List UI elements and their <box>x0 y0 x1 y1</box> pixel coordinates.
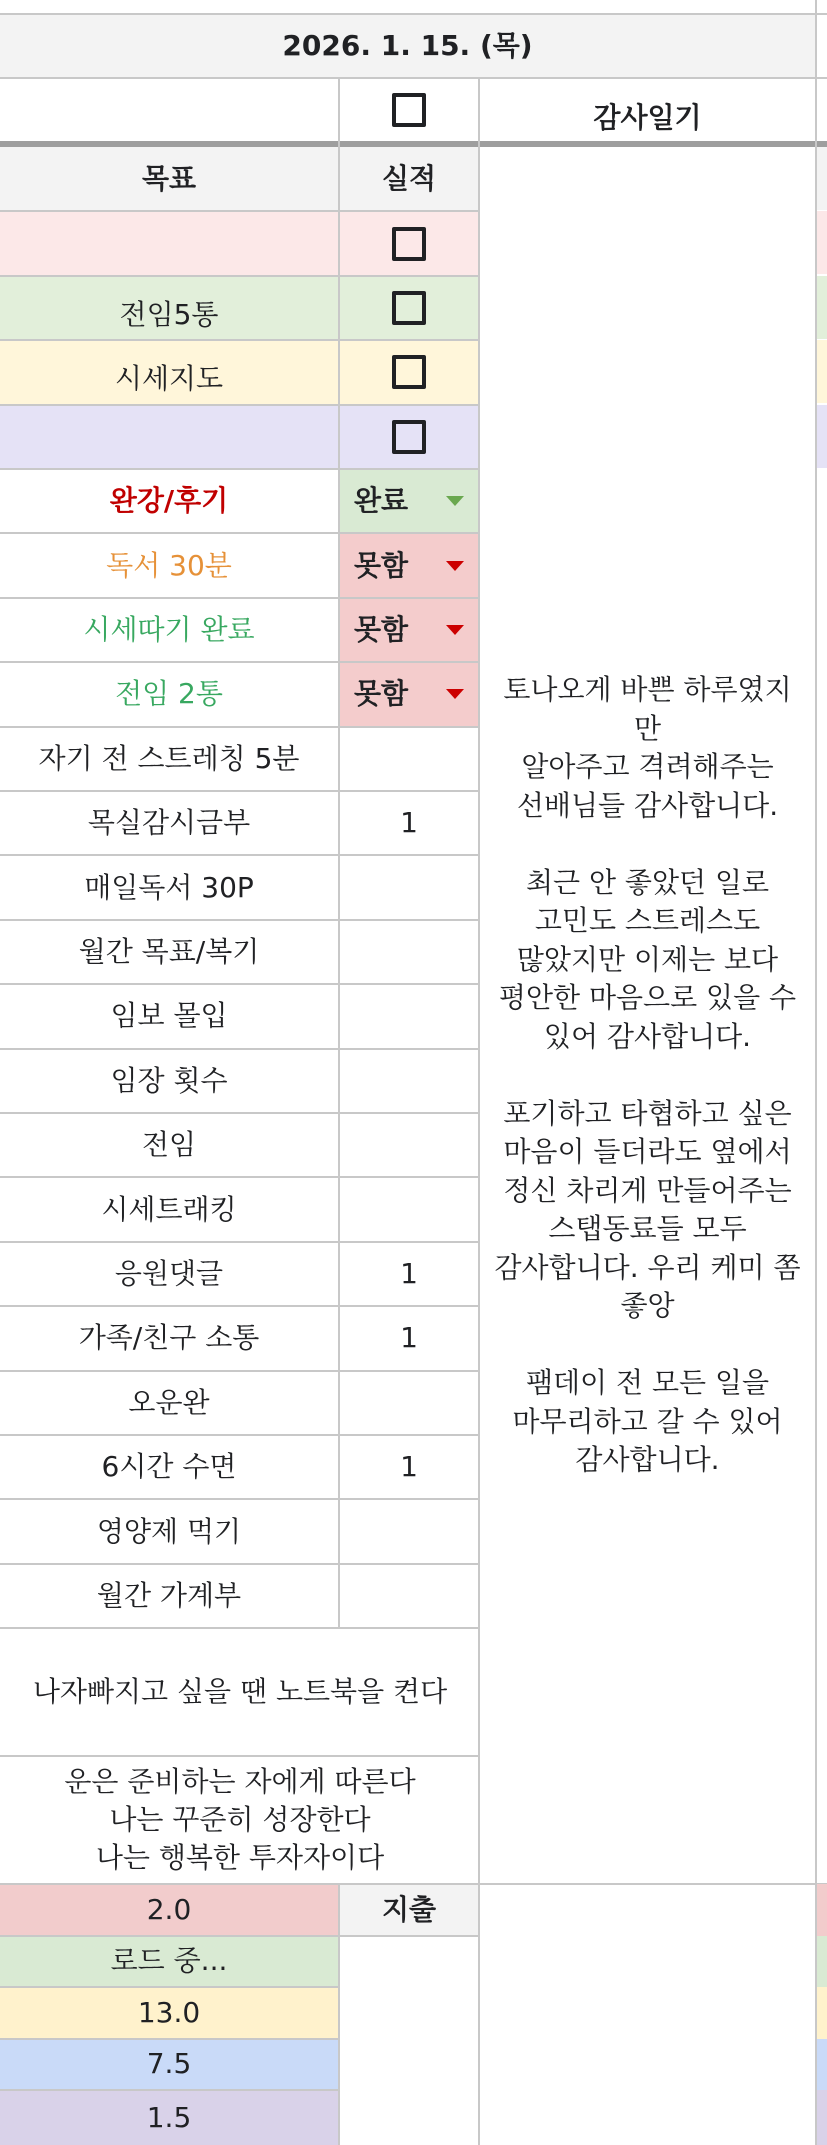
result-column-header: 실적 <box>338 147 480 211</box>
goal-column-header: 목표 <box>0 147 338 211</box>
chevron-down-icon[interactable] <box>446 561 464 571</box>
checkbox-icon[interactable] <box>392 291 426 325</box>
habit-row-value[interactable]: 1 <box>338 1306 480 1370</box>
footer-value-cell[interactable]: 7.5 <box>0 2039 338 2091</box>
habit-row-value[interactable] <box>338 920 480 984</box>
gridline <box>0 1112 480 1114</box>
gridline <box>0 13 827 15</box>
status-row-label: 전임 2통 <box>0 662 338 726</box>
next-column-edge <box>817 276 827 339</box>
expense-label: 지출 <box>338 1884 480 1936</box>
header-blank-cell <box>0 78 338 142</box>
status-row-label: 독서 30분 <box>0 533 338 597</box>
gridline <box>338 78 340 1628</box>
frozen-row-divider <box>0 141 827 147</box>
next-column-edge <box>817 340 827 403</box>
gridline <box>0 1434 480 1436</box>
header-checkbox-cell[interactable] <box>338 78 480 142</box>
gridline <box>338 1884 340 2145</box>
habit-row-label: 시세트래킹 <box>0 1177 338 1241</box>
sheet-top-edge <box>0 0 827 14</box>
habit-row-label: 오운완 <box>0 1371 338 1435</box>
gridline <box>478 78 480 2145</box>
status-dropdown[interactable] <box>338 598 480 662</box>
goal-row-checkbox-cell[interactable] <box>338 405 480 469</box>
gridline <box>0 1176 480 1178</box>
gridline <box>0 404 480 406</box>
habit-row-label: 매일독서 30P <box>0 855 338 919</box>
habit-row-label: 임보 몰입 <box>0 984 338 1048</box>
chevron-down-icon[interactable] <box>446 496 464 506</box>
status-row-label: 시세따기 완료 <box>0 598 338 662</box>
checkbox-icon[interactable] <box>392 355 426 389</box>
gridline <box>0 854 480 856</box>
gridline <box>0 1883 827 1885</box>
habit-row-label: 임장 횟수 <box>0 1049 338 1113</box>
gridline <box>0 210 480 212</box>
gridline <box>0 1370 480 1372</box>
habit-row-label: 영양제 먹기 <box>0 1499 338 1563</box>
habit-row-label: 6시간 수면 <box>0 1435 338 1499</box>
chevron-down-icon[interactable] <box>446 689 464 699</box>
goal-row-checkbox-cell[interactable] <box>338 276 480 340</box>
habit-row-value[interactable] <box>338 855 480 919</box>
goal-row-label[interactable] <box>0 211 338 275</box>
goal-row-label[interactable]: 시세지도 <box>0 340 338 404</box>
habit-row-value[interactable] <box>338 1113 480 1177</box>
next-column-edge <box>817 1884 827 1936</box>
next-column-edge <box>817 405 827 468</box>
gridline <box>0 339 480 341</box>
goal-row-label[interactable] <box>0 405 338 469</box>
gratitude-diary-text[interactable]: 토나오게 바쁜 하루였지만 알아주고 격려해주는 선배님들 감사합니다. 최근 안 좋았던 일로 고민도 스트레스도 많았지만 이제는 보다 평안한 마음으로 있을 수 있어 감사합니다. 포기하고 타협하고 싶은 마음이 들더라도 옆에서 정신 차리게 만들어주는 스탭동료들 모두 감사합니다. 우리 케미 쫌 좋앙 팸데이 전 모든 일을 마무리하고 갈 수 있어 감사합니다. <box>480 147 815 1884</box>
diary-title: 감사일기 <box>480 78 815 142</box>
checkbox-icon[interactable] <box>392 93 426 127</box>
status-value: 못함 <box>354 677 409 711</box>
habit-row-value[interactable] <box>338 1049 480 1113</box>
habit-row-value[interactable]: 1 <box>338 1242 480 1306</box>
next-column-edge <box>817 211 827 274</box>
date-header: 2026. 1. 15. (목) <box>0 14 815 78</box>
gridline <box>0 790 480 792</box>
status-value: 완료 <box>354 484 409 518</box>
habit-row-value[interactable] <box>338 1177 480 1241</box>
habit-row-label: 가족/친구 소통 <box>0 1306 338 1370</box>
status-dropdown[interactable] <box>338 533 480 597</box>
gridline <box>0 1563 480 1565</box>
gridline <box>0 1986 338 1988</box>
gridline <box>0 1048 480 1050</box>
status-value: 못함 <box>354 548 409 582</box>
motto-cell: 나자빠지고 싶을 땐 노트북을 켠다 <box>0 1628 480 1756</box>
gridline <box>0 1755 480 1757</box>
habit-row-label: 월간 가계부 <box>0 1564 338 1628</box>
gridline <box>0 468 480 470</box>
status-dropdown[interactable] <box>338 469 480 533</box>
habit-row-value[interactable]: 1 <box>338 1435 480 1499</box>
habit-row-value[interactable] <box>338 1371 480 1435</box>
gridline <box>0 77 827 79</box>
checkbox-icon[interactable] <box>392 420 426 454</box>
habit-row-value[interactable] <box>338 727 480 791</box>
gridline <box>338 1935 480 1937</box>
habit-row-label: 전임 <box>0 1113 338 1177</box>
affirmations-cell: 운은 준비하는 자에게 따른다 나는 꾸준히 성장한다 나는 행복한 투자자이다 <box>0 1756 480 1884</box>
gridline <box>0 1935 338 1937</box>
habit-row-value[interactable] <box>338 1499 480 1563</box>
next-column-edge <box>817 1936 827 1988</box>
habit-row-value[interactable] <box>338 984 480 1048</box>
footer-value-cell[interactable]: 1.5 <box>0 2090 338 2145</box>
chevron-down-icon[interactable] <box>446 625 464 635</box>
next-column-edge <box>817 2090 827 2145</box>
gridline <box>0 661 480 663</box>
habit-row-label: 응원댓글 <box>0 1242 338 1306</box>
gridline <box>0 1305 480 1307</box>
gridline <box>0 597 480 599</box>
goal-row-checkbox-cell[interactable] <box>338 340 480 404</box>
footer-value-cell[interactable]: 13.0 <box>0 1987 338 2039</box>
footer-value-cell[interactable]: 2.0 <box>0 1884 338 1936</box>
gridline <box>0 275 480 277</box>
gridline <box>0 2089 338 2091</box>
habit-row-value[interactable]: 1 <box>338 791 480 855</box>
gridline <box>0 983 480 985</box>
goal-row-label[interactable]: 전임5통 <box>0 276 338 340</box>
footer-value-cell[interactable]: 로드 중... <box>0 1936 338 1988</box>
checkbox-icon[interactable] <box>392 227 426 261</box>
gridline <box>0 1241 480 1243</box>
habit-row-label: 목실감시금부 <box>0 791 338 855</box>
status-dropdown[interactable] <box>338 662 480 726</box>
goal-row-checkbox-cell[interactable] <box>338 211 480 275</box>
gridline <box>0 1627 480 1629</box>
gridline <box>0 919 480 921</box>
next-column-edge <box>817 1987 827 2039</box>
gridline <box>0 532 480 534</box>
gridline <box>0 726 480 728</box>
gridline <box>0 2038 338 2040</box>
gridline <box>0 1498 480 1500</box>
next-column-edge <box>817 147 827 210</box>
next-column-edge <box>817 2039 827 2091</box>
habit-row-label: 월간 목표/복기 <box>0 920 338 984</box>
habit-row-label: 자기 전 스트레칭 5분 <box>0 727 338 791</box>
status-row-label: 완강/후기 <box>0 469 338 533</box>
habit-row-value[interactable] <box>338 1564 480 1628</box>
status-value: 못함 <box>354 612 409 646</box>
